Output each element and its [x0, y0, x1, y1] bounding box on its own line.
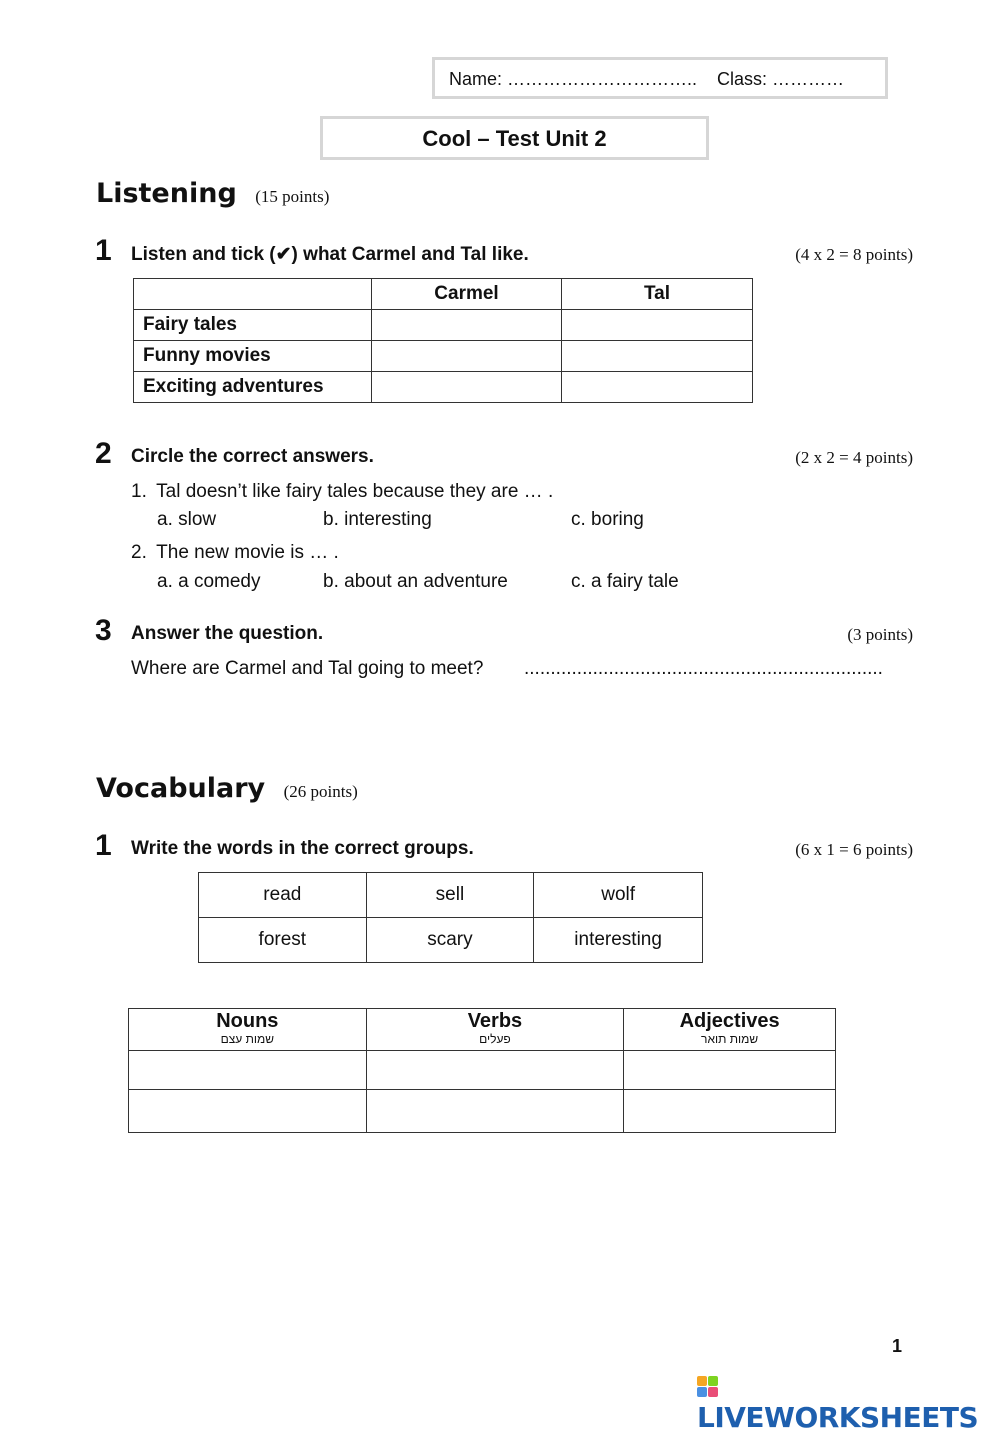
group-header-nouns	[129, 1009, 367, 1051]
vocabulary-title: Vocabulary	[96, 773, 266, 804]
listening-q1-instruction: Listen and tick (✔) what Carmel and Tal like.	[131, 244, 529, 265]
listening-q3-points: (3 points)	[847, 625, 913, 644]
word-bank-word[interactable]: forest	[199, 918, 367, 963]
group-header-adjectives-en: Adjectives	[679, 1010, 780, 1032]
q2-item-2-text: The new movie is … .	[156, 542, 339, 563]
listening-q3-instruction: Answer the question.	[131, 623, 324, 644]
listening-points: (15 points)	[255, 187, 330, 206]
group-answer-cell[interactable]	[129, 1090, 367, 1133]
group-header-nouns-en: Nouns	[216, 1010, 279, 1032]
group-header-adjectives-he: שמות תואר	[701, 1032, 759, 1046]
word-bank-word[interactable]: wolf	[534, 873, 703, 918]
group-header-verbs	[366, 1009, 624, 1051]
q2-item-1-text: Tal doesn’t like fairy tales because they are … .	[156, 481, 554, 502]
q3-answer-line[interactable]: ....................................................................	[524, 658, 883, 679]
listening-q2-instruction: Circle the correct answers.	[131, 446, 374, 467]
tick-cell[interactable]	[372, 372, 562, 403]
test-title: Cool – Test Unit 2	[320, 116, 709, 160]
tick-row-label: Fairy tales	[134, 310, 372, 341]
listening-q3-number: 3	[95, 614, 112, 647]
group-header-nouns-he: שמות עצם	[220, 1032, 275, 1046]
group-header-verbs-en: Verbs	[467, 1010, 523, 1032]
listening-q2-points: (2 x 2 = 4 points)	[795, 448, 913, 467]
group-answer-cell[interactable]	[366, 1051, 624, 1090]
word-bank-word[interactable]: scary	[366, 918, 534, 963]
q2-item-1-option-b[interactable]: b. interesting	[323, 509, 432, 530]
vocabulary-q1-number: 1	[95, 829, 112, 862]
listening-heading	[96, 178, 329, 209]
q2-item-1-option-c[interactable]: c. boring	[571, 509, 644, 530]
liveworksheets-logo-text: LIVEWORKSHEETS	[697, 1401, 979, 1434]
vocabulary-q1-points: (6 x 1 = 6 points)	[795, 840, 913, 859]
q2-item-1-number: 1.	[131, 481, 147, 502]
q2-item-2-option-c[interactable]: c. a fairy tale	[571, 571, 679, 592]
page-number: 1	[892, 1336, 903, 1356]
q2-item-1-question	[131, 481, 553, 503]
tick-cell[interactable]	[562, 341, 753, 372]
tick-table-corner	[134, 279, 372, 310]
tick-row-label: Exciting adventures	[134, 372, 372, 403]
vocabulary-heading	[96, 773, 358, 804]
groups-table	[128, 1008, 836, 1133]
group-answer-cell[interactable]	[129, 1051, 367, 1090]
tick-cell[interactable]	[372, 310, 562, 341]
q2-item-2-option-b[interactable]: b. about an adventure	[323, 571, 508, 592]
word-bank-word[interactable]: read	[199, 873, 367, 918]
name-class-field[interactable]: Name: ………………………….. Class: …………	[432, 57, 888, 99]
tick-cell[interactable]	[562, 310, 753, 341]
q2-item-2-option-a[interactable]: a. a comedy	[157, 571, 261, 592]
word-bank-table	[198, 872, 703, 963]
listening-title: Listening	[96, 178, 237, 209]
group-answer-cell[interactable]	[624, 1051, 836, 1090]
vocabulary-points: (26 points)	[283, 782, 358, 801]
liveworksheets-logo-icon	[697, 1376, 719, 1398]
tick-table-header-tal: Tal	[562, 279, 753, 310]
tick-table-header-carmel: Carmel	[372, 279, 562, 310]
q3-question: Where are Carmel and Tal going to meet?	[131, 658, 484, 679]
word-bank-word[interactable]: interesting	[534, 918, 703, 963]
word-bank-word[interactable]: sell	[366, 873, 534, 918]
liveworksheets-logo[interactable]	[697, 1376, 1000, 1434]
listening-q1-number: 1	[95, 234, 112, 267]
group-answer-cell[interactable]	[624, 1090, 836, 1133]
group-answer-cell[interactable]	[366, 1090, 624, 1133]
listening-q1-points: (4 x 2 = 8 points)	[795, 245, 913, 264]
tick-cell[interactable]	[372, 341, 562, 372]
vocabulary-q1-instruction: Write the words in the correct groups.	[131, 838, 474, 859]
q2-item-1-option-a[interactable]: a. slow	[157, 509, 217, 530]
tick-table	[133, 278, 753, 403]
q2-item-2-question	[131, 542, 339, 564]
group-header-verbs-he: פעלים	[479, 1032, 511, 1046]
q2-item-2-number: 2.	[131, 542, 147, 563]
listening-q2-number: 2	[95, 437, 112, 470]
group-header-adjectives	[624, 1009, 836, 1051]
tick-row-label: Funny movies	[134, 341, 372, 372]
tick-cell[interactable]	[562, 372, 753, 403]
